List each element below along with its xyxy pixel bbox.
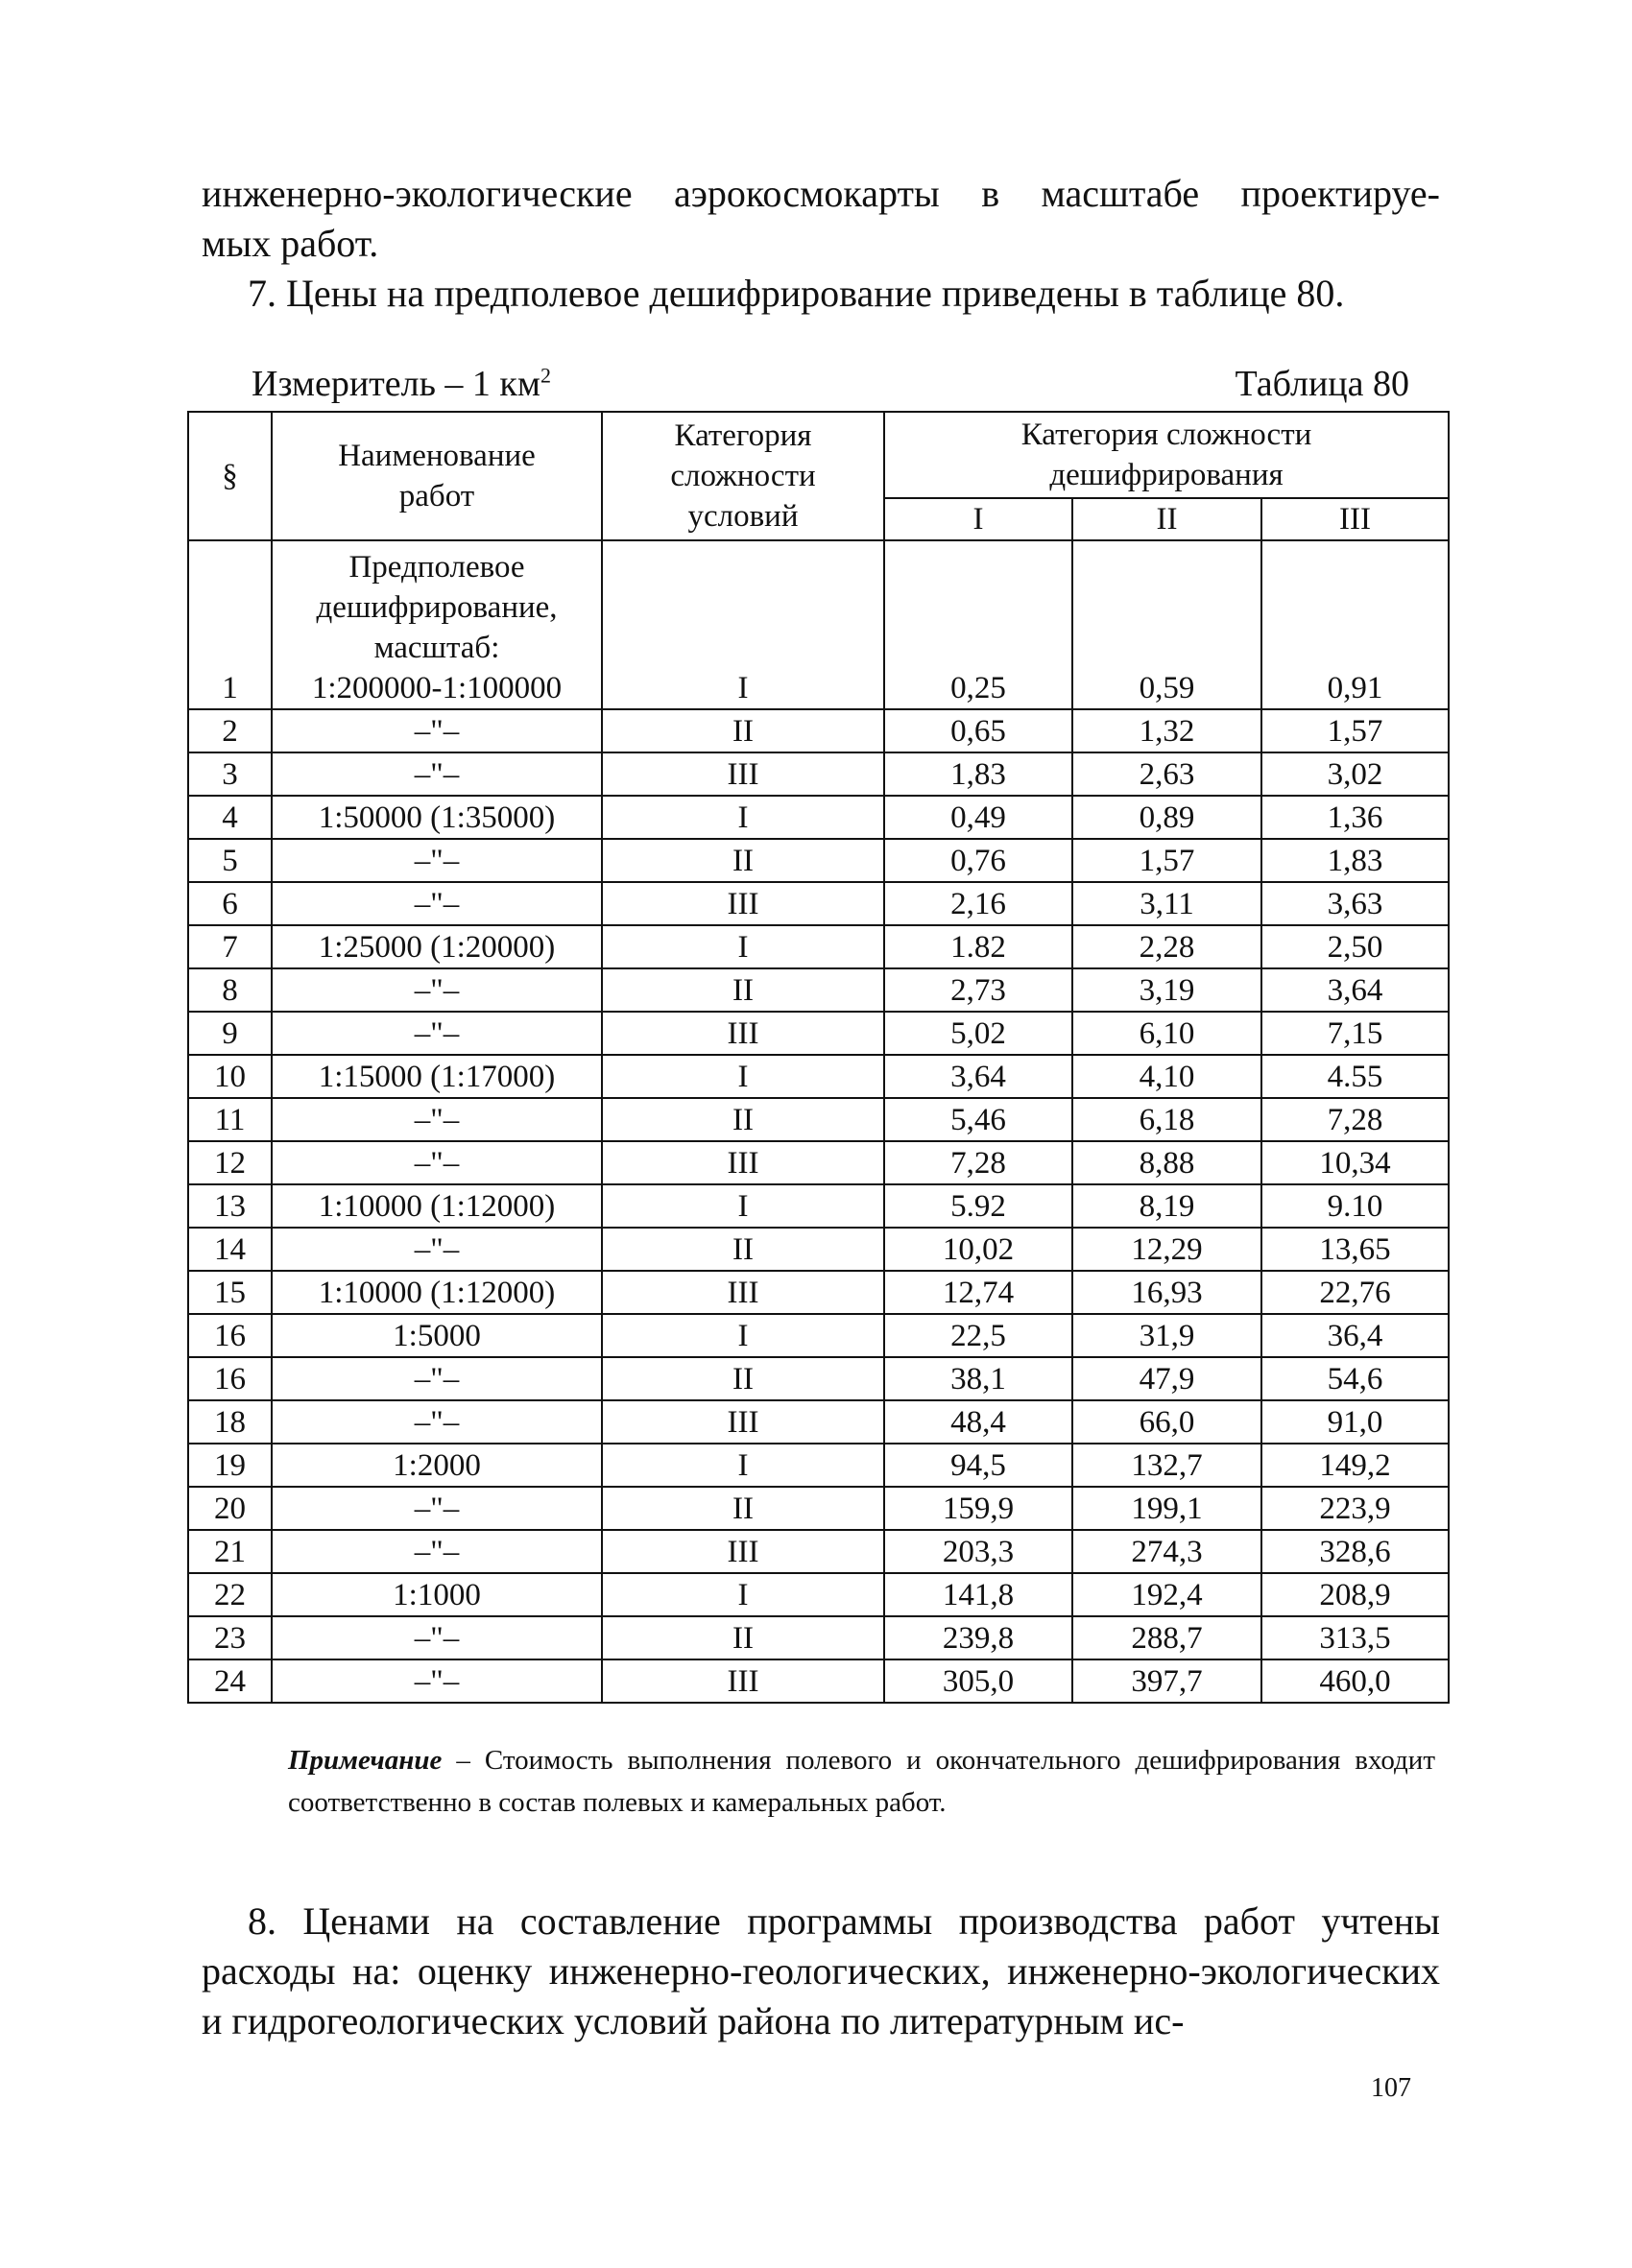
table-row bbox=[188, 1400, 1449, 1444]
price-cat-3: 3,64 bbox=[1261, 968, 1449, 1012]
work-name: –"– bbox=[272, 882, 602, 925]
work-name: 1:1000 bbox=[272, 1573, 602, 1616]
table-row bbox=[188, 925, 1449, 968]
table-row bbox=[188, 1616, 1449, 1659]
price-cat-2: 2,28 bbox=[1072, 925, 1261, 968]
measure-superscript: 2 bbox=[540, 363, 551, 388]
condition-category: II bbox=[602, 1228, 884, 1271]
price-cat-1: 12,74 bbox=[884, 1271, 1072, 1314]
table-row bbox=[188, 1141, 1449, 1184]
condition-category: I bbox=[602, 540, 884, 709]
row-num: 23 bbox=[188, 1616, 272, 1659]
price-cat-2: 8,19 bbox=[1072, 1184, 1261, 1228]
work-name-scale: 1:200000-1:100000 bbox=[311, 671, 563, 705]
work-name-prefix: Предполевое дешифрирование, масштаб: bbox=[316, 550, 558, 665]
condition-category: II bbox=[602, 1098, 884, 1141]
row-num: 13 bbox=[188, 1184, 272, 1228]
row-num: 15 bbox=[188, 1271, 272, 1314]
condition-category: III bbox=[602, 1400, 884, 1444]
row-num: 8 bbox=[188, 968, 272, 1012]
work-name: –"– bbox=[272, 1357, 602, 1400]
price-table bbox=[187, 411, 1450, 1704]
price-cat-2: 16,93 bbox=[1072, 1271, 1261, 1314]
price-cat-1: 38,1 bbox=[884, 1357, 1072, 1400]
work-name: –"– bbox=[272, 1530, 602, 1573]
price-cat-3: 7,28 bbox=[1261, 1098, 1449, 1141]
row-num: 9 bbox=[188, 1012, 272, 1055]
row-num: 10 bbox=[188, 1055, 272, 1098]
condition-category: II bbox=[602, 709, 884, 752]
work-name: –"– bbox=[272, 839, 602, 882]
work-name: –"– bbox=[272, 1400, 602, 1444]
price-cat-1: 159,9 bbox=[884, 1487, 1072, 1530]
work-name: –"– bbox=[272, 1659, 602, 1703]
price-cat-2: 6,10 bbox=[1072, 1012, 1261, 1055]
table-note bbox=[288, 1739, 1435, 1824]
price-cat-1: 5,46 bbox=[884, 1098, 1072, 1141]
table-row bbox=[188, 1530, 1449, 1573]
price-cat-2: 288,7 bbox=[1072, 1616, 1261, 1659]
table-row bbox=[188, 1487, 1449, 1530]
price-cat-3: 36,4 bbox=[1261, 1314, 1449, 1357]
price-cat-2: 1,57 bbox=[1072, 839, 1261, 882]
price-cat-3: 1,57 bbox=[1261, 709, 1449, 752]
work-name: 1:10000 (1:12000) bbox=[272, 1184, 602, 1228]
row-num: 22 bbox=[188, 1573, 272, 1616]
row-num: 11 bbox=[188, 1098, 272, 1141]
condition-category: II bbox=[602, 1616, 884, 1659]
work-name: –"– bbox=[272, 709, 602, 752]
price-cat-3: 2,50 bbox=[1261, 925, 1449, 968]
price-cat-3: 13,65 bbox=[1261, 1228, 1449, 1271]
price-cat-2: 199,1 bbox=[1072, 1487, 1261, 1530]
price-cat-1: 1.82 bbox=[884, 925, 1072, 968]
condition-category: I bbox=[602, 1573, 884, 1616]
condition-category: III bbox=[602, 1012, 884, 1055]
work-name: –"– bbox=[272, 1228, 602, 1271]
row-num: 24 bbox=[188, 1659, 272, 1703]
work-name: 1:10000 (1:12000) bbox=[272, 1271, 602, 1314]
row-num: 18 bbox=[188, 1400, 272, 1444]
price-cat-2: 4,10 bbox=[1072, 1055, 1261, 1098]
work-name: –"– bbox=[272, 1012, 602, 1055]
price-cat-2: 132,7 bbox=[1072, 1444, 1261, 1487]
intro-line-1: инженерно-экологические аэрокосмокарты в масштабе проектируе- bbox=[202, 172, 1440, 215]
price-cat-2: 2,63 bbox=[1072, 752, 1261, 796]
work-name: –"– bbox=[272, 968, 602, 1012]
table-row bbox=[188, 1055, 1449, 1098]
price-cat-1: 2,73 bbox=[884, 968, 1072, 1012]
work-name bbox=[272, 540, 602, 709]
table-row bbox=[188, 752, 1449, 796]
measure-unit bbox=[252, 363, 551, 405]
price-cat-3: 3,63 bbox=[1261, 882, 1449, 925]
price-cat-1: 5.92 bbox=[884, 1184, 1072, 1228]
price-cat-3: 208,9 bbox=[1261, 1573, 1449, 1616]
table-row bbox=[188, 1444, 1449, 1487]
price-cat-3: 149,2 bbox=[1261, 1444, 1449, 1487]
work-name: 1:15000 (1:17000) bbox=[272, 1055, 602, 1098]
price-cat-2: 12,29 bbox=[1072, 1228, 1261, 1271]
row-num: 16 bbox=[188, 1357, 272, 1400]
intro-line-2: мых работ. bbox=[202, 222, 379, 265]
price-cat-3: 4.55 bbox=[1261, 1055, 1449, 1098]
table-row bbox=[188, 968, 1449, 1012]
price-cat-2: 3,11 bbox=[1072, 882, 1261, 925]
condition-category: I bbox=[602, 1055, 884, 1098]
row-num: 2 bbox=[188, 709, 272, 752]
table-row bbox=[188, 1012, 1449, 1055]
table-row bbox=[188, 1271, 1449, 1314]
table-row bbox=[188, 882, 1449, 925]
price-cat-2: 66,0 bbox=[1072, 1400, 1261, 1444]
condition-category: III bbox=[602, 1659, 884, 1703]
condition-category: III bbox=[602, 1141, 884, 1184]
table-row bbox=[188, 1659, 1449, 1703]
table-body bbox=[188, 540, 1449, 1703]
table-title: Таблица 80 bbox=[1235, 364, 1409, 404]
header-cat-2: II bbox=[1072, 498, 1261, 540]
header-name: Наименование работ bbox=[272, 412, 602, 540]
price-cat-2: 1,32 bbox=[1072, 709, 1261, 752]
price-cat-2: 3,19 bbox=[1072, 968, 1261, 1012]
work-name: 1:2000 bbox=[272, 1444, 602, 1487]
header-cat-1: I bbox=[884, 498, 1072, 540]
measure-label: Измеритель – 1 км bbox=[252, 364, 540, 404]
work-name: 1:25000 (1:20000) bbox=[272, 925, 602, 968]
price-cat-1: 0,25 bbox=[884, 540, 1072, 709]
header-cat-3: III bbox=[1261, 498, 1449, 540]
condition-category: II bbox=[602, 839, 884, 882]
row-num: 5 bbox=[188, 839, 272, 882]
table-row bbox=[188, 709, 1449, 752]
price-cat-2: 31,9 bbox=[1072, 1314, 1261, 1357]
note-label: Примечание bbox=[288, 1745, 443, 1776]
condition-category: II bbox=[602, 1357, 884, 1400]
price-cat-2: 274,3 bbox=[1072, 1530, 1261, 1573]
price-cat-1: 0,76 bbox=[884, 839, 1072, 882]
table-row bbox=[188, 1228, 1449, 1271]
price-cat-1: 3,64 bbox=[884, 1055, 1072, 1098]
table-row bbox=[188, 540, 1449, 709]
row-num: 6 bbox=[188, 882, 272, 925]
row-num: 12 bbox=[188, 1141, 272, 1184]
price-cat-3: 313,5 bbox=[1261, 1616, 1449, 1659]
table-row bbox=[188, 796, 1449, 839]
price-cat-1: 48,4 bbox=[884, 1400, 1072, 1444]
condition-category: III bbox=[602, 882, 884, 925]
work-name: –"– bbox=[272, 1487, 602, 1530]
price-cat-1: 7,28 bbox=[884, 1141, 1072, 1184]
price-cat-1: 22,5 bbox=[884, 1314, 1072, 1357]
page-number: 107 bbox=[1371, 2073, 1411, 2103]
price-cat-1: 10,02 bbox=[884, 1228, 1072, 1271]
price-cat-1: 5,02 bbox=[884, 1012, 1072, 1055]
note-text: – Стоимость выполнения полевого и окончательного дешифрирования входит соответственно в состав полевых и камеральных работ. bbox=[288, 1745, 1435, 1818]
price-cat-1: 0,65 bbox=[884, 709, 1072, 752]
price-cat-3: 10,34 bbox=[1261, 1141, 1449, 1184]
table-row bbox=[188, 1098, 1449, 1141]
paragraph-8: 8. Ценами на составление программы производства работ учтены расходы на: оценку инженерно-геологических, инженерно-экологических и гидрогеологических условий района по литературным ис- bbox=[202, 1899, 1440, 2042]
header-conditions: Категория сложности условий bbox=[602, 412, 884, 540]
work-name: –"– bbox=[272, 1616, 602, 1659]
price-cat-3: 223,9 bbox=[1261, 1487, 1449, 1530]
price-cat-1: 141,8 bbox=[884, 1573, 1072, 1616]
row-num: 16 bbox=[188, 1314, 272, 1357]
price-cat-1: 1,83 bbox=[884, 752, 1072, 796]
work-name: 1:50000 (1:35000) bbox=[272, 796, 602, 839]
condition-category: I bbox=[602, 925, 884, 968]
condition-category: I bbox=[602, 1314, 884, 1357]
price-cat-2: 6,18 bbox=[1072, 1098, 1261, 1141]
price-cat-3: 1,83 bbox=[1261, 839, 1449, 882]
header-num: § bbox=[188, 412, 272, 540]
row-num: 21 bbox=[188, 1530, 272, 1573]
row-num: 4 bbox=[188, 796, 272, 839]
condition-category: II bbox=[602, 1487, 884, 1530]
price-cat-2: 0,59 bbox=[1072, 540, 1261, 709]
price-cat-3: 91,0 bbox=[1261, 1400, 1449, 1444]
price-cat-3: 3,02 bbox=[1261, 752, 1449, 796]
price-cat-2: 192,4 bbox=[1072, 1573, 1261, 1616]
table-row bbox=[188, 1357, 1449, 1400]
price-cat-1: 203,3 bbox=[884, 1530, 1072, 1573]
price-cat-2: 8,88 bbox=[1072, 1141, 1261, 1184]
row-num: 19 bbox=[188, 1444, 272, 1487]
price-cat-3: 54,6 bbox=[1261, 1357, 1449, 1400]
price-cat-1: 239,8 bbox=[884, 1616, 1072, 1659]
condition-category: III bbox=[602, 752, 884, 796]
condition-category: I bbox=[602, 796, 884, 839]
price-cat-2: 397,7 bbox=[1072, 1659, 1261, 1703]
condition-category: III bbox=[602, 1271, 884, 1314]
price-cat-1: 0,49 bbox=[884, 796, 1072, 839]
condition-category: I bbox=[602, 1184, 884, 1228]
price-cat-3: 0,91 bbox=[1261, 540, 1449, 709]
work-name: –"– bbox=[272, 752, 602, 796]
condition-category: III bbox=[602, 1530, 884, 1573]
price-cat-3: 1,36 bbox=[1261, 796, 1449, 839]
price-cat-2: 47,9 bbox=[1072, 1357, 1261, 1400]
price-cat-3: 22,76 bbox=[1261, 1271, 1449, 1314]
row-num: 7 bbox=[188, 925, 272, 968]
table-row bbox=[188, 1184, 1449, 1228]
row-num: 14 bbox=[188, 1228, 272, 1271]
header-decoding: Категория сложности дешифрирования bbox=[884, 412, 1449, 498]
price-cat-1: 94,5 bbox=[884, 1444, 1072, 1487]
price-cat-1: 2,16 bbox=[884, 882, 1072, 925]
price-cat-3: 460,0 bbox=[1261, 1659, 1449, 1703]
price-cat-3: 7,15 bbox=[1261, 1012, 1449, 1055]
price-cat-1: 305,0 bbox=[884, 1659, 1072, 1703]
table-row bbox=[188, 839, 1449, 882]
work-name: –"– bbox=[272, 1141, 602, 1184]
price-cat-2: 0,89 bbox=[1072, 796, 1261, 839]
paragraph-7: 7. Цены на предполевое дешифрирование приведены в таблице 80. bbox=[248, 272, 1345, 315]
price-cat-3: 9.10 bbox=[1261, 1184, 1449, 1228]
row-num: 1 bbox=[188, 540, 272, 709]
work-name: –"– bbox=[272, 1098, 602, 1141]
condition-category: II bbox=[602, 968, 884, 1012]
table-row bbox=[188, 1314, 1449, 1357]
condition-category: I bbox=[602, 1444, 884, 1487]
price-cat-3: 328,6 bbox=[1261, 1530, 1449, 1573]
table-row bbox=[188, 1573, 1449, 1616]
work-name: 1:5000 bbox=[272, 1314, 602, 1357]
row-num: 3 bbox=[188, 752, 272, 796]
row-num: 20 bbox=[188, 1487, 272, 1530]
